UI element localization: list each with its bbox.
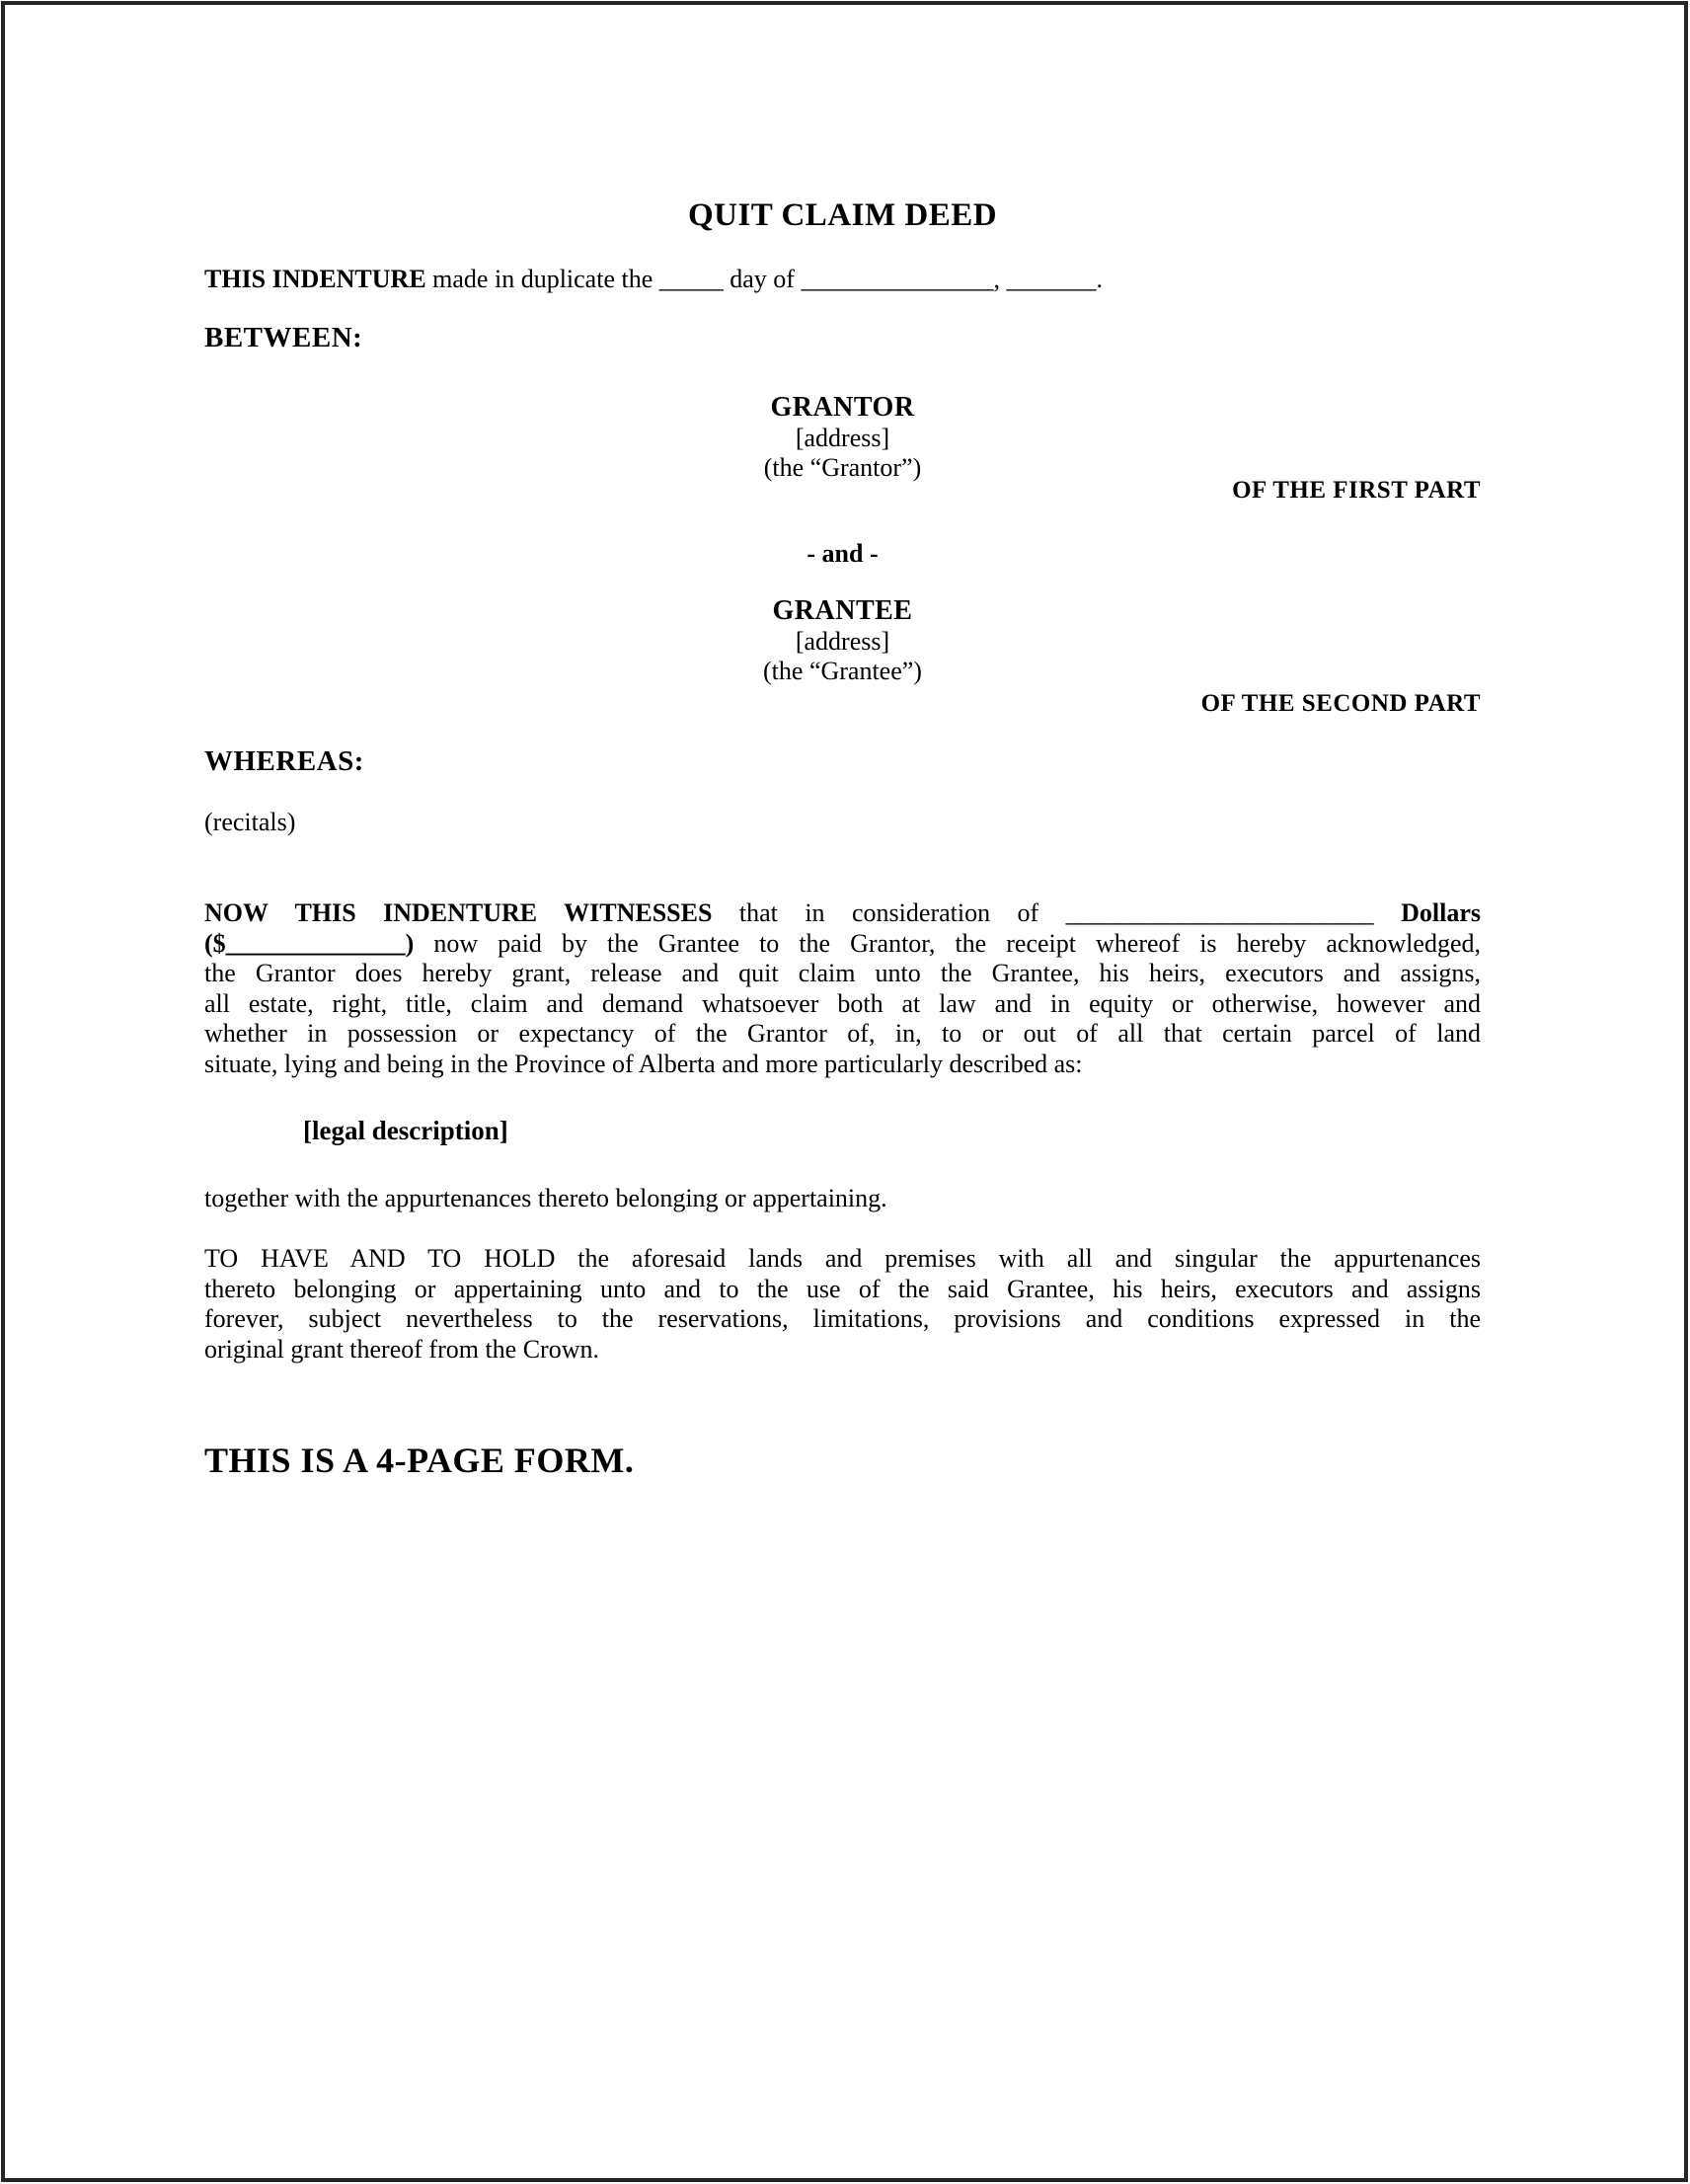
form-note: THIS IS A 4-PAGE FORM. <box>204 1441 635 1480</box>
grantor-address-placeholder: [address] <box>795 424 890 452</box>
grantor-name: GRANTOR <box>770 392 915 423</box>
whereas-label: WHEREAS: <box>204 745 364 777</box>
between-label: BETWEEN: <box>204 322 363 353</box>
legal-description-placeholder: [legal description] <box>303 1116 508 1145</box>
grantee-address-placeholder: [address] <box>795 627 890 656</box>
and-separator: - and - <box>807 539 879 568</box>
intro-paragraph: THIS INDENTURE made in duplicate the _____ day of _______________, _______. <box>204 265 1103 293</box>
document-title: QUIT CLAIM DEED <box>687 197 998 233</box>
grantee-name: GRANTEE <box>772 595 913 626</box>
grantee-defined-as: (the “Grantee”) <box>763 657 922 685</box>
habendum-paragraph: TO HAVE AND TO HOLD the aforesaid lands and premises with all and singular the appurtenances thereto belonging or appertaining unto and to the use of the said Grantee, his heirs, executors and assigns forever, subject nevertheless to the reservations, limitations, provisions and conditions expressed in the original grant thereof from the Crown. <box>204 1244 1481 1364</box>
together-line: together with the appurtenances thereto belonging or appertaining. <box>204 1184 887 1212</box>
second-part-label: OF THE SECOND PART <box>1200 690 1481 717</box>
consideration-paragraph: NOW THIS INDENTURE WITNESSES that in consideration of ________________________ Dollars ($______________) now paid by the Grantee to the Grantor, the receipt whereof is hereby acknowledged, the Grantor does hereby grant, release and quit claim unto the Grantee, his heirs, executors and assigns, all estate, right, title, claim and demand whatsoever both at law and in equity or otherwise, however and whether in possession or expectancy of the Grantor of, in, to or out of all that certain parcel of land situate, lying and being in the Province of Alberta and more particularly described as: <box>204 898 1482 1078</box>
recitals-placeholder: (recitals) <box>204 808 296 836</box>
grantor-defined-as: (the “Grantor”) <box>763 453 922 482</box>
first-part-label: OF THE FIRST PART <box>1232 477 1481 504</box>
document-content <box>204 0 1481 2184</box>
